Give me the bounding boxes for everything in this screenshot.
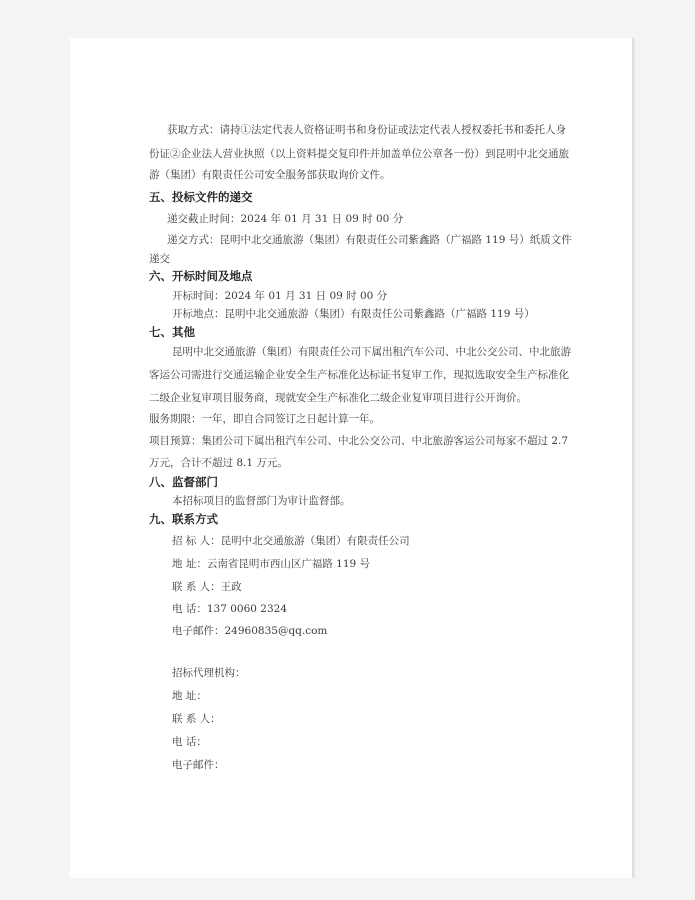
section-6-heading: 六、开标时间及地点 xyxy=(149,269,253,283)
contact-phone: 电 话：137 0060 2324 xyxy=(172,603,287,615)
page-edge xyxy=(632,38,636,878)
agency-address: 地 址： xyxy=(172,690,207,702)
submit-method-line-2: 递交 xyxy=(149,253,170,265)
acquire-line-1: 获取方式：请持①法定代表人资格证明书和身份证或法定代表人授权委托书和委托人身 xyxy=(167,124,566,136)
contact-tenderer: 招 标 人：昆明中北交通旅游（集团）有限责任公司 xyxy=(172,535,410,547)
contact-email: 电子邮件：24960835@qq.com xyxy=(172,625,328,637)
submit-method-line-1: 递交方式：昆明中北交通旅游（集团）有限责任公司紫鑫路（广福路 119 号）纸质文件 xyxy=(167,234,572,246)
budget-line-2: 万元，合计不超过 8.1 万元。 xyxy=(149,457,288,469)
agency-phone: 电 话： xyxy=(172,736,207,748)
submit-deadline: 递交截止时间：2024 年 01 月 31 日 09 时 00 分 xyxy=(167,213,404,225)
acquire-line-3: 游（集团）有限责任公司安全服务部获取询价文件。 xyxy=(149,169,391,181)
supervision-text: 本招标项目的监督部门为审计监督部。 xyxy=(172,495,351,507)
service-period: 服务期限：一年，即自合同签订之日起计算一年。 xyxy=(149,413,380,425)
other-para-line-3: 二级企业复审项目服务商，现就安全生产标准化二级企业复审项目进行公开询价。 xyxy=(149,392,527,404)
acquire-line-2: 份证②企业法人营业执照（以上资料提交复印件并加盖单位公章各一份）到昆明中北交通旅 xyxy=(149,148,569,160)
opening-place: 开标地点：昆明中北交通旅游（集团）有限责任公司紫鑫路（广福路 119 号） xyxy=(172,308,535,320)
contact-person: 联 系 人：王政 xyxy=(172,581,242,593)
opening-time: 开标时间：2024 年 01 月 31 日 09 时 00 分 xyxy=(172,290,388,302)
agency-title: 招标代理机构： xyxy=(172,667,246,679)
section-5-heading: 五、投标文件的递交 xyxy=(149,190,253,204)
other-para-line-2: 客运公司需进行交通运输企业安全生产标准化达标证书复审工作，现拟选取安全生产标准化 xyxy=(149,369,569,381)
contact-address: 地 址：云南省昆明市西山区广福路 119 号 xyxy=(172,558,371,570)
agency-email: 电子邮件： xyxy=(172,759,225,771)
budget-line-1: 项目预算：集团公司下属出租汽车公司、中北公交公司、中北旅游客运公司每家不超过 2.7 xyxy=(149,435,569,447)
section-9-heading: 九、联系方式 xyxy=(149,512,218,526)
section-8-heading: 八、监督部门 xyxy=(149,475,218,489)
other-para-line-1: 昆明中北交通旅游（集团）有限责任公司下属出租汽车公司、中北公交公司、中北旅游 xyxy=(172,346,571,358)
section-7-heading: 七、其他 xyxy=(149,325,195,339)
agency-contact: 联 系 人： xyxy=(172,713,221,725)
